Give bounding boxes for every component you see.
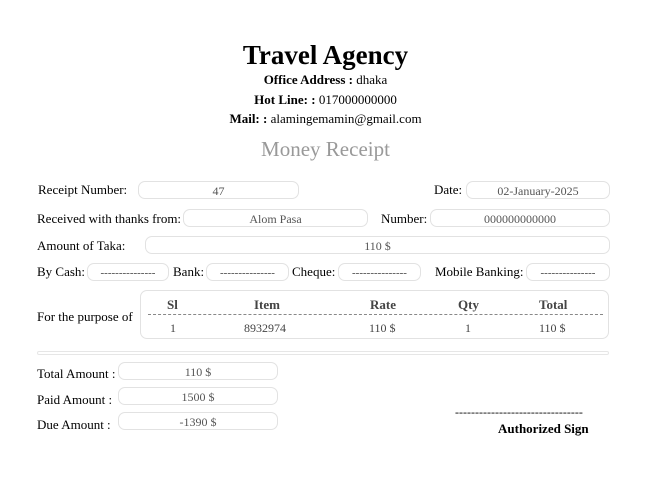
column-header-total: Total	[539, 297, 568, 312]
received-from-label: Received with thanks from:	[37, 211, 182, 226]
mail-value: alamingemamin@gmail.com	[270, 111, 422, 126]
section-divider	[37, 351, 609, 355]
amount-label: Amount of Taka:	[37, 238, 126, 253]
office-address-value: dhaka	[356, 72, 388, 87]
column-header-item: Item	[254, 297, 280, 312]
number-field[interactable]: 000000000000	[430, 209, 610, 227]
office-address	[0, 72, 651, 88]
mail	[0, 111, 651, 127]
purpose-table	[140, 290, 609, 339]
cheque-field[interactable]: ---------------	[338, 263, 421, 281]
hotline	[0, 92, 651, 108]
due-amount-label: Due Amount :	[37, 417, 111, 432]
authorized-sign-label: Authorized Sign	[498, 421, 589, 436]
receipt-number-field[interactable]: 47	[138, 181, 299, 199]
mobile-banking-label: Mobile Banking:	[435, 264, 524, 279]
paid-amount-field[interactable]: 1500 $	[118, 387, 278, 405]
cash-field[interactable]: ---------------	[87, 263, 169, 281]
due-amount-field[interactable]: -1390 $	[118, 412, 278, 430]
bank-field[interactable]: ---------------	[206, 263, 289, 281]
office-address-label: Office Address :	[263, 72, 353, 87]
table-cell-sl: 1	[170, 321, 176, 335]
number-label: Number:	[381, 211, 428, 226]
table-cell-rate: 110 $	[369, 321, 396, 335]
table-cell-qty: 1	[465, 321, 471, 335]
mail-label: Mail: :	[229, 111, 268, 126]
table-divider	[148, 314, 603, 315]
cheque-label: Cheque:	[292, 264, 336, 279]
date-field[interactable]: 02-January-2025	[466, 181, 610, 199]
purpose-label: For the purpose of	[37, 309, 133, 324]
hotline-label: Hot Line: :	[254, 92, 316, 107]
table-cell-item: 8932974	[244, 321, 286, 335]
column-header-qty: Qty	[458, 297, 479, 312]
column-header-rate: Rate	[370, 297, 396, 312]
cash-label: By Cash:	[37, 264, 86, 279]
agency-name: Travel Agency	[242, 40, 409, 70]
mobile-banking-field[interactable]: ---------------	[526, 263, 610, 281]
hotline-value: 017000000000	[318, 92, 397, 107]
receipt-number-label: Receipt Number:	[38, 182, 128, 197]
bank-label: Bank:	[173, 264, 205, 279]
paid-amount-label: Paid Amount :	[37, 392, 113, 407]
signature-line: --------------------------------	[455, 405, 583, 419]
total-amount-label: Total Amount :	[37, 366, 116, 381]
total-amount-field[interactable]: 110 $	[118, 362, 278, 380]
table-cell-total: 110 $	[539, 321, 566, 335]
column-header-sl: Sl	[167, 297, 178, 312]
date-label: Date:	[434, 182, 463, 197]
receipt-title: Money Receipt	[261, 137, 390, 161]
amount-field[interactable]: 110 $	[145, 236, 610, 254]
received-from-field[interactable]: Alom Pasa	[183, 209, 368, 227]
